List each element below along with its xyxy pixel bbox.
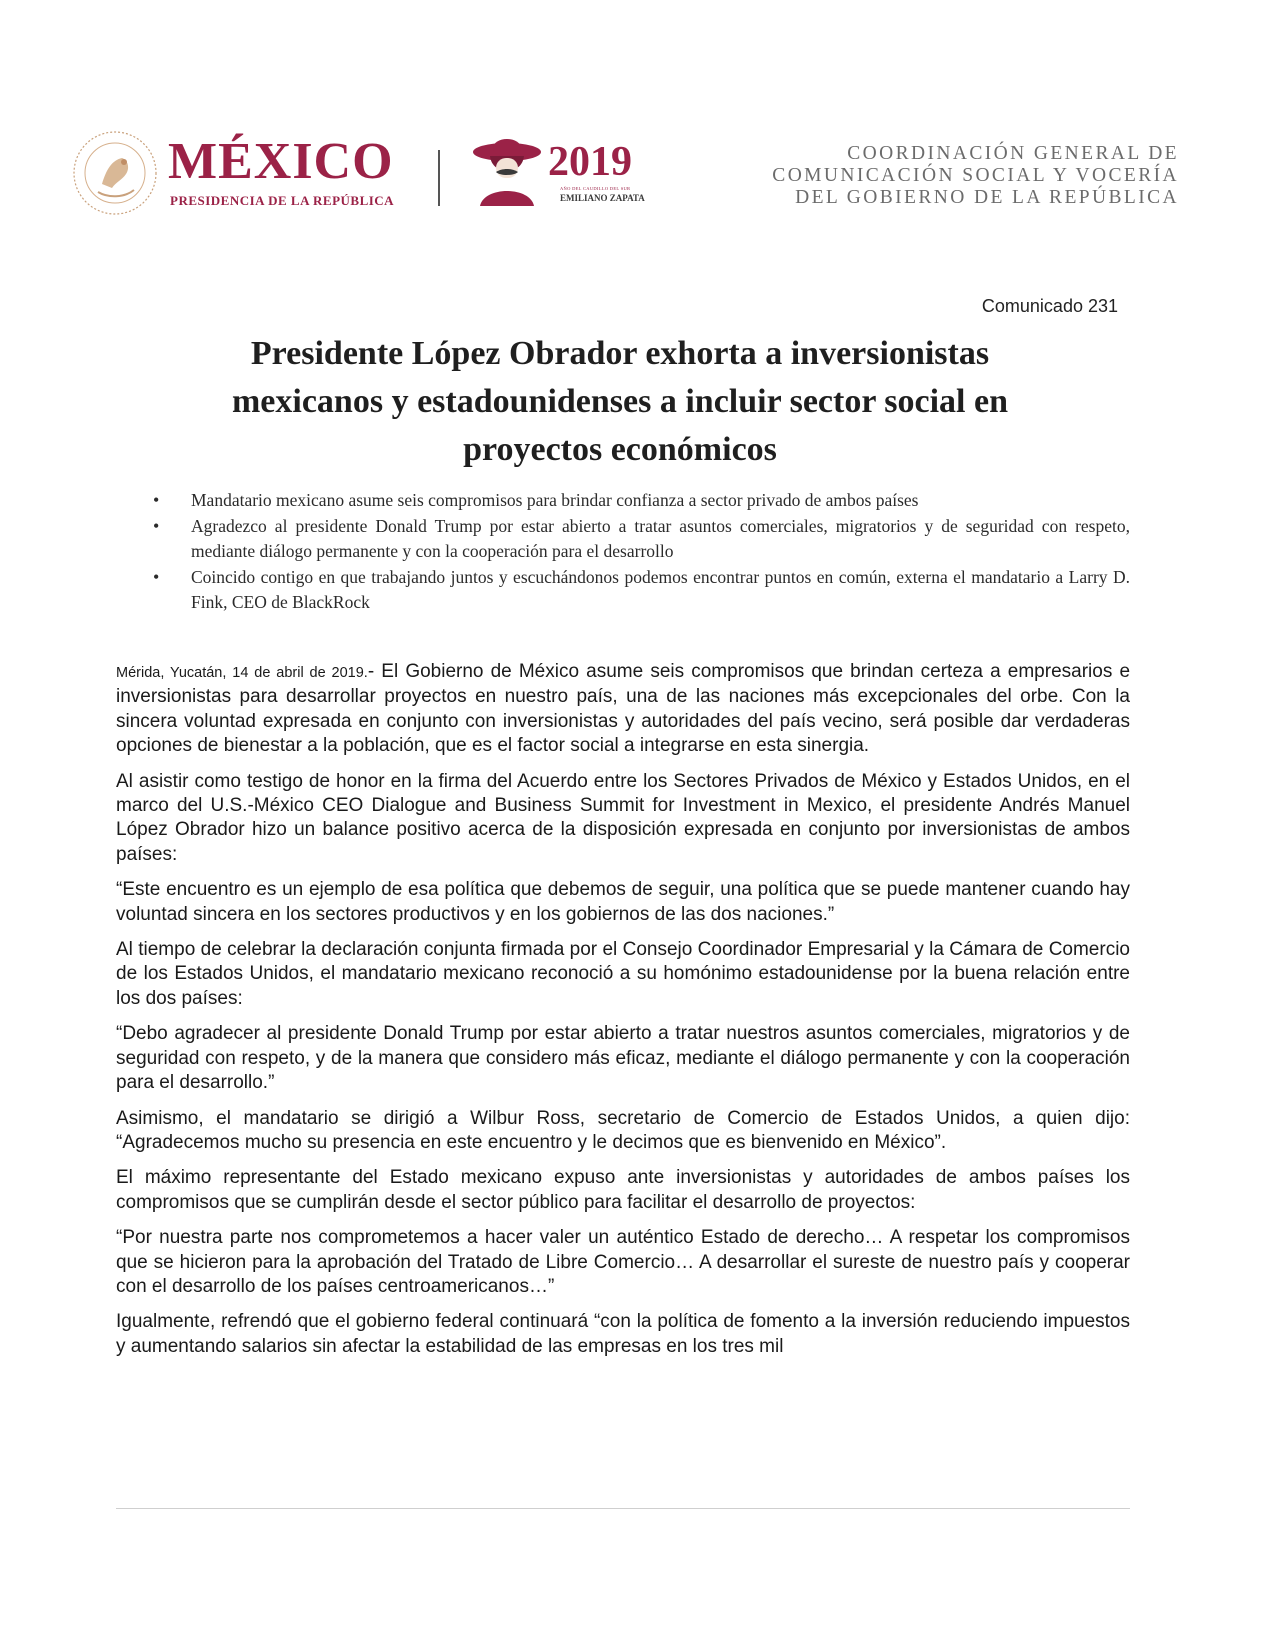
headline-line: mexicanos y estadounidenses a incluir sector social en [231,383,1009,420]
release-number: Comunicado 231 [981,296,1118,316]
headline-line: proyectos económicos [463,431,777,468]
quote-paragraph: “Este encuentro es un ejemplo de esa política que debemos de seguir, una política que se puede mantener cuando hay voluntad sincera en los sectores productivos y en los gobiernos de las dos naciones.” [116,879,1130,925]
agency-name [772,143,1179,209]
logo-presidencia: PRESIDENCIA DE LA REPÚBLICA [170,193,395,208]
bullet-icon: • [153,566,160,587]
summary-bullets [147,488,1130,616]
year-2019: 2019 [548,139,632,185]
quote-paragraph: “Por nuestra parte nos comprometemos a hacer valer un auténtico Estado de derecho… A respetar los compromisos que se hicieron para la aprobación del Tratado de Libre Comercio… A desarrollar el sureste de nuestro país y cooperar con el desarrollo de los países centroamericanos…” [116,1227,1130,1297]
article-body [116,660,1130,1370]
bullet-text: Agradezco al presidente Donald Trump por estar abierto a tratar asuntos comerciales, migratorios y de seguridad con respeto, mediante diálogo permanente y con la cooperación para el desarrollo [191,515,1130,561]
bullet-icon: • [153,490,160,510]
summary-bullet [147,565,1130,616]
summary-bullet [147,514,1130,565]
footer-divider [116,1508,1130,1509]
logo-mexico: MÉXICO [168,133,394,190]
bullet-icon: • [153,515,160,536]
bullet-text: Mandatario mexicano asume seis compromisos para brindar confianza a sector privado de ambos países [191,490,919,510]
year-tagline: AÑO DEL CAUDILLO DEL SUR [560,186,631,191]
agency-line: COMUNICACIÓN SOCIAL Y VOCERÍA [772,165,1179,186]
body-paragraph: Al asistir como testigo de honor en la firma del Acuerdo entre los Sectores Privados de México y Estados Unidos, en el marco del U.S.-México CEO Dialogue and Business Summit for Investment in Mexico, el presidente Andrés Manuel López Obrador hizo un balance positivo acerca de la disposición expresada en conjunto por inversionistas de ambos países: [116,770,1130,865]
bullet-text: Coincido contigo en que trabajando juntos y escuchándonos podemos encontrar puntos en común, externa el mandatario a Larry D. Fink, CEO de BlackRock [191,566,1130,612]
agency-line: COORDINACIÓN GENERAL DE [847,143,1179,164]
dateline: Mérida, Yucatán, 14 de abril de 2019. [116,665,368,681]
national-seal-icon [72,130,158,216]
body-paragraph: Asimismo, el mandatario se dirigió a Wilbur Ross, secretario de Comercio de Estados Unidos, a quien dijo: “Agradecemos mucho su presencia en este encuentro y le decimos que es bienvenido en México”. [116,1107,1130,1153]
body-paragraph: Igualmente, refrendó que el gobierno federal continuará “con la política de fomento a la inversión reduciendo impuestos y aumentando salarios sin afectar la estabilidad de las empresas en los tres mil [116,1311,1130,1357]
headline [120,330,1120,474]
header-divider [438,150,440,206]
body-paragraph: El máximo representante del Estado mexicano expuso ante inversionistas y autoridades de ambos países los compromisos que se cumplirán desde el sector público para facilitar el desarrollo de proyectos: [116,1167,1130,1213]
body-paragraph: Al tiempo de celebrar la declaración conjunta firmada por el Consejo Coordinador Empresarial y la Cámara de Comercio de los Estados Unidos, el mandatario mexicano reconoció a su homónimo estadounidense por la buena relación entre los dos países: [116,939,1130,1009]
lead-text: - El Gobierno de México asume seis compromisos que brindan certeza a empresarios e inversionistas para desarrollar proyectos en nuestro país, una de las naciones más excepcionales del orbe. Con la sincera voluntad expresada en conjunto con inversionistas y autoridades del país vecino, será posible dar verdaderas opciones de bienestar a la población, que es el factor social a integrarse en esta sinergia. [116,661,1131,757]
headline-line: Presidente López Obrador exhorta a inversionistas [250,335,990,372]
lead-paragraph [116,660,1130,759]
emiliano-zapata-portrait-icon [470,136,544,206]
quote-paragraph: “Debo agradecer al presidente Donald Trump por estar abierto a tratar nuestros asuntos comerciales, migratorios y de seguridad con respeto, y de la manera que considero más eficaz, mediante el diálogo permanente y con la cooperación para el desarrollo.” [116,1023,1130,1094]
summary-bullet [147,488,1130,514]
document-header [0,0,1275,230]
agency-line: DEL GOBIERNO DE LA REPÚBLICA [795,187,1179,208]
year-honoree: EMILIANO ZAPATA [560,193,645,203]
